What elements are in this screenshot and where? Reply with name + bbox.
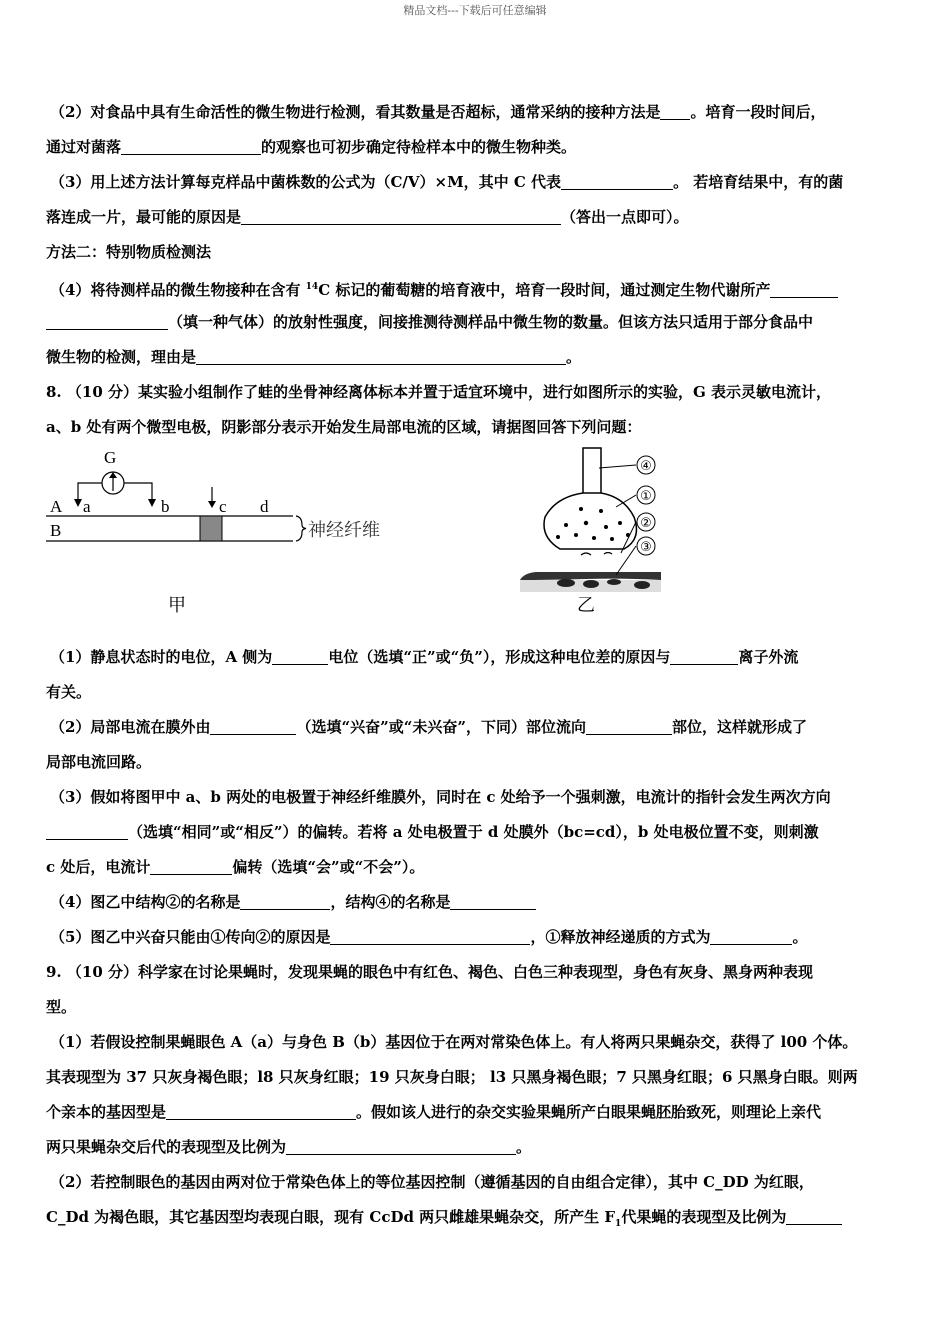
point-d-label: d xyxy=(260,497,269,516)
text-line: 个亲本的基因型是 。假如该人进行的杂交实验果蝇所产白眼果蝇胚胎致死，则理论上亲代 xyxy=(46,1103,822,1121)
text-line: （2）局部电流在膜外由 （选填“兴奋”或“未兴奋”，下同）部位流向 部位，这样就形成了 xyxy=(50,718,807,736)
electrode-b-label: b xyxy=(161,497,170,516)
answer-blank[interactable] xyxy=(241,207,561,225)
text-line: 局部电流回路。 xyxy=(46,753,152,771)
label-structure-3: ③ xyxy=(640,540,652,555)
figure-jia-caption: 甲 xyxy=(168,595,186,616)
text-line: （2）若控制眼色的基因由两对位于常染色体上的等位基因控制（遵循基因的自由组合定律），其中 C_DD 为红眼， xyxy=(50,1173,814,1191)
g-label: G xyxy=(104,448,117,467)
document-body xyxy=(46,95,908,1235)
text-line: （4）将待测样品的微生物接种在含有 $^{14}$C 标记的葡萄糖的培育液中，培育一段时间，通过测定生物代谢所产 xyxy=(46,270,908,305)
question-9-stem: 9. （10 分）科学家在讨论果蝇时，发现果蝇的眼色中有红色、褐色、白色三种表现型，身色有灰身、黑身两种表现 xyxy=(46,963,813,981)
b-side-label: B xyxy=(50,521,62,540)
answer-blank[interactable] xyxy=(210,717,296,735)
answer-blank[interactable] xyxy=(786,1207,842,1225)
text-line: c 处后，电流计 偏转（选填“会”或“不会”）。 xyxy=(46,858,425,876)
a-side-label: A xyxy=(50,497,63,516)
answer-blank[interactable] xyxy=(150,857,232,875)
text-line: 微生物的检测，理由是 。 xyxy=(46,348,582,366)
answer-blank[interactable] xyxy=(196,347,566,365)
answer-blank[interactable] xyxy=(272,647,328,665)
text-line: （填一种气体）的放射性强度，间接推测待测样品中微生物的数量。但该方法只适用于部分食品中 xyxy=(46,305,908,340)
figure-yi-caption: 乙 xyxy=(577,595,595,616)
text-line: （1）若假设控制果蝇眼色 A（a）与身色 B（b）基因位于在两对常染色体上。有人将两只果蝇杂交，获得了 l00 个体。 xyxy=(50,1033,858,1051)
text-line: （3）用上述方法计算每克样品中菌株数的公式为（C/V）×M，其中 C 代表 。 若培育结果中，有的菌 xyxy=(50,173,844,191)
electrode-a-label: a xyxy=(83,497,91,516)
answer-blank[interactable] xyxy=(121,137,261,155)
figure-yi xyxy=(46,445,908,640)
answer-blank[interactable] xyxy=(240,892,330,910)
text-line: 其表现型为 37 只灰身褐色眼；l8 只灰身红眼；19 只灰身白眼； l3 只黑身褐色眼；7 只黑身红眼；6 只黑身白眼。则两 xyxy=(46,1068,858,1086)
text-line: 有关。 xyxy=(46,683,92,701)
answer-blank[interactable] xyxy=(561,172,673,190)
page-header: 精品文档---下载后可任意编辑 xyxy=(403,4,547,17)
section-heading: 方法二：特别物质检测法 xyxy=(46,243,212,261)
point-c-label: c xyxy=(219,497,227,516)
answer-blank[interactable] xyxy=(450,892,536,910)
text-line: C_Dd 为褐色眼，其它基因型均表现白眼，现有 CcDd 两只雌雄果蝇杂交，所产生 $F_1$代果蝇的表现型及比例为 xyxy=(46,1200,908,1235)
answer-blank[interactable] xyxy=(670,647,738,665)
answer-blank[interactable] xyxy=(770,280,838,298)
text-line: （选填“相同”或“相反”）的偏转。若将 a 处电极置于 d 处膜外（bc=cd），b 处电极位置不变，则刺激 xyxy=(46,815,908,850)
answer-blank[interactable] xyxy=(330,927,530,945)
text-line: （4）图乙中结构②的名称是 ，结构④的名称是 xyxy=(46,885,908,920)
label-structure-4: ④ xyxy=(640,459,652,474)
text-line: 型。 xyxy=(46,998,77,1016)
answer-blank[interactable] xyxy=(710,927,792,945)
answer-blank[interactable] xyxy=(586,717,672,735)
nerve-fiber-label: 神经纤维 xyxy=(308,520,380,541)
answer-blank[interactable] xyxy=(166,1102,356,1120)
answer-blank[interactable] xyxy=(46,822,128,840)
answer-blank[interactable] xyxy=(46,312,168,330)
text-line: （2）对食品中具有生命活性的微生物进行检测，看其数量是否超标，通常采纳的接种方法是 。培育一段时间后， xyxy=(50,103,826,121)
text-line: （1）静息状态时的电位，A 侧为 电位（选填“正”或“负”），形成这种电位差的原因与 离子外流 xyxy=(50,648,799,666)
text-line: （3）假如将图甲中 a、b 两处的电极置于神经纤维膜外，同时在 c 处给予一个强刺激，电流计的指针会发生两次方向 xyxy=(50,788,831,806)
label-structure-2: ② xyxy=(640,516,652,531)
text-line: 两只果蝇杂交后代的表现型及比例为 。 xyxy=(46,1138,532,1156)
label-structure-1: ① xyxy=(640,489,652,504)
question-8-stem: 8. （10 分）某实验小组制作了蛙的坐骨神经离体标本并置于适宜环境中，进行如图所示的实验，G 表示灵敏电流计， xyxy=(46,383,832,401)
text-line: （5）图乙中兴奋只能由①传向②的原因是 ，①释放神经递质的方式为 。 xyxy=(50,928,808,946)
text-line: 落连成一片，最可能的原因是 （答出一点即可）。 xyxy=(46,208,689,226)
answer-blank[interactable] xyxy=(660,102,690,120)
answer-blank[interactable] xyxy=(286,1137,516,1155)
text-line: 通过对菌落 的观察也可初步确定待检样本中的微生物种类。 xyxy=(46,138,577,156)
figures xyxy=(46,445,908,640)
text-line: a、b 处有两个微型电极，阴影部分表示开始发生局部电流的区域，请据图回答下列问题： xyxy=(46,418,642,436)
